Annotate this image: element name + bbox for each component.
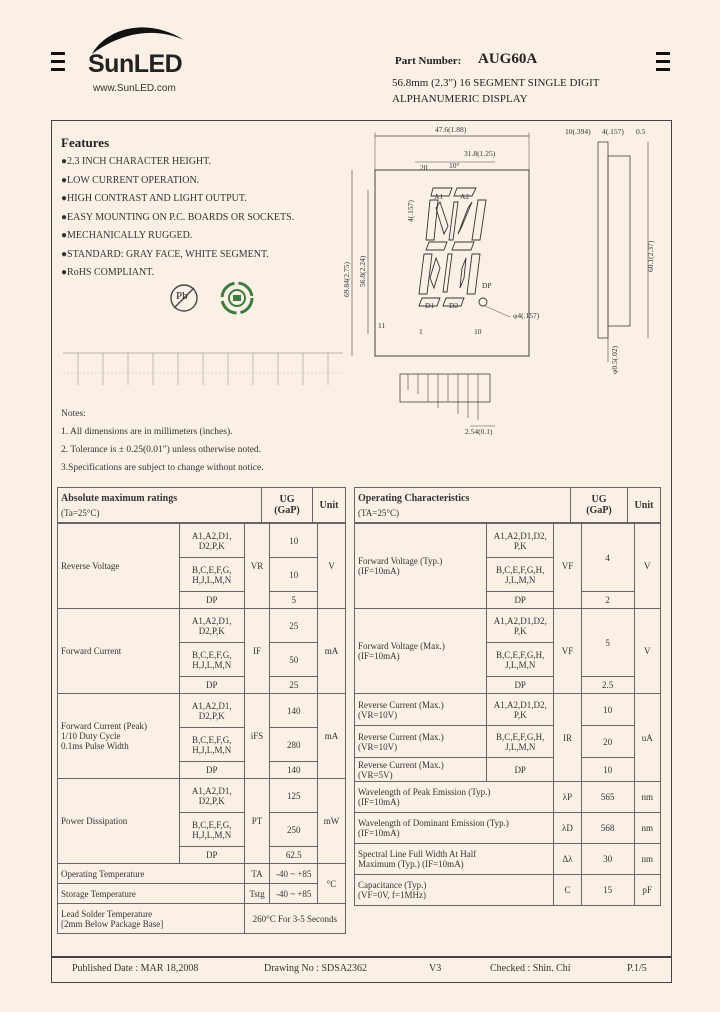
abs-segment: DP bbox=[179, 762, 244, 779]
abs-value: 125 bbox=[270, 779, 317, 813]
op-param: Forward Voltage (Typ.) (IF=10mA) bbox=[355, 524, 487, 609]
op-symbol: λP bbox=[554, 782, 581, 813]
absolute-ratings-table bbox=[57, 487, 346, 523]
dim-side-top: 10(.394) bbox=[565, 127, 591, 136]
notes-section bbox=[61, 405, 264, 477]
op-value: 10 bbox=[581, 694, 634, 726]
abs-value: 140 bbox=[270, 694, 317, 728]
description-line2: ALPHANUMERIC DISPLAY bbox=[392, 93, 528, 105]
dim-side-h: 60.1(2.37) bbox=[646, 240, 655, 272]
feature-item: ●LOW CURRENT OPERATION. bbox=[61, 174, 200, 186]
features-list bbox=[61, 153, 294, 283]
operating-table bbox=[354, 487, 661, 523]
op-col-ug-label: UG bbox=[591, 494, 607, 505]
op-cond: (TA=25°C) bbox=[358, 507, 399, 518]
drawing-number: Drawing No : SDSA2362 bbox=[264, 963, 368, 974]
op-col-gap-label: (GaP) bbox=[586, 505, 612, 516]
st-temp-label: Storage Temperature bbox=[58, 884, 245, 904]
abs-body bbox=[57, 523, 346, 934]
description-line1: 56.8mm (2.3") 16 SEGMENT SINGLE DIGIT bbox=[392, 77, 600, 89]
op-value: 2 bbox=[581, 592, 634, 609]
st-temp-val: -40 ~ +85 bbox=[270, 884, 317, 904]
op-value: 4 bbox=[581, 524, 634, 592]
abs-header-cell bbox=[58, 488, 262, 523]
op-value: 30 bbox=[581, 844, 634, 875]
seg-d1-label: D1 bbox=[425, 301, 435, 310]
dim-10deg-label: 10° bbox=[449, 161, 460, 170]
version: V3 bbox=[429, 963, 442, 974]
solder-line1: Lead Solder Temperature bbox=[61, 908, 153, 919]
op-symbol: VF bbox=[554, 524, 581, 609]
feature-item: ●STANDARD: GRAY FACE, WHITE SEGMENT. bbox=[61, 248, 269, 260]
op-temp-val: -40 ~ +85 bbox=[270, 864, 317, 884]
op-unit: V bbox=[634, 524, 660, 609]
abs-value: 25 bbox=[270, 609, 317, 643]
op-unit: nm bbox=[634, 844, 660, 875]
abs-segment: A1,A2,D1, D2,P,K bbox=[179, 694, 244, 728]
dim-20-label: 20 bbox=[420, 163, 428, 172]
seg-dp-label: DP bbox=[482, 281, 492, 290]
op-value: 10 bbox=[581, 758, 634, 782]
op-col-ug bbox=[571, 488, 628, 523]
solder-label bbox=[58, 904, 245, 934]
website-link[interactable]: www.SunLED.com bbox=[93, 83, 176, 94]
features-title: Features bbox=[61, 135, 110, 150]
op-value: 5 bbox=[581, 609, 634, 677]
op-value: 20 bbox=[581, 726, 634, 758]
pin-1-label: 1 bbox=[419, 327, 423, 336]
abs-param: Power Dissipation bbox=[58, 779, 180, 864]
abs-segment: B,C,E,F,G, H,J,L,M,N bbox=[179, 643, 244, 677]
abs-col-gap-label: (GaP) bbox=[274, 505, 300, 516]
abs-title: Absolute maximum ratings bbox=[61, 492, 178, 504]
notes-title: Notes: bbox=[61, 409, 86, 419]
op-unit: nm bbox=[634, 813, 660, 844]
op-segment: B,C,E,F,G,H, J,L,M,N bbox=[487, 726, 554, 758]
op-symbol: VF bbox=[554, 609, 581, 694]
feature-item: ●MECHANICALLY RUGGED. bbox=[61, 230, 193, 241]
dim-side-4: 4(.157) bbox=[602, 127, 624, 136]
internal-circuit-diagram bbox=[58, 345, 348, 400]
op-value: 2.5 bbox=[581, 677, 634, 694]
note-item: 3.Specifications are subject to change without notice. bbox=[61, 463, 264, 473]
op-value: 15 bbox=[581, 875, 634, 906]
abs-segment: DP bbox=[179, 677, 244, 694]
pin-10-label: 10 bbox=[474, 327, 482, 336]
dim-side-05: 0.5 bbox=[636, 127, 646, 136]
op-param: Wavelength of Peak Emission (Typ.) (IF=10mA) bbox=[355, 782, 554, 813]
temp-unit: °C bbox=[317, 864, 345, 904]
abs-value: 25 bbox=[270, 677, 317, 694]
dim-top-label: 47.6(1.88) bbox=[435, 125, 467, 134]
op-segment: DP bbox=[487, 592, 554, 609]
abs-value: 10 bbox=[270, 524, 317, 558]
op-param: Capacitance (Typ.) (VF=0V, f=1MHz) bbox=[355, 875, 554, 906]
dim-pitch: 2.54(0.1) bbox=[465, 427, 493, 436]
abs-data-table bbox=[57, 523, 346, 934]
feature-item: ●2.3 INCH CHARACTER HEIGHT. bbox=[61, 156, 212, 167]
op-header-cell bbox=[355, 488, 571, 523]
abs-segment: DP bbox=[179, 592, 244, 609]
op-col-unit: Unit bbox=[628, 488, 661, 523]
op-unit: uA bbox=[634, 694, 660, 782]
abs-unit: V bbox=[317, 524, 345, 609]
dim-pin-len: φ0.5(.02) bbox=[610, 345, 619, 374]
dimension-drawing bbox=[330, 122, 665, 442]
abs-segment: B,C,E,F,G, H,J,L,M,N bbox=[179, 558, 244, 592]
page-number: P.1/5 bbox=[627, 963, 647, 974]
op-segment: A1,A2,D1,D2, P,K bbox=[487, 609, 554, 643]
feature-item: ●HIGH CONTRAST AND LIGHT OUTPUT. bbox=[61, 193, 247, 204]
abs-segment: A1,A2,D1, D2,P,K bbox=[179, 779, 244, 813]
dim-left-inner: 56.8(2.24) bbox=[358, 255, 367, 287]
abs-segment: A1,A2,D1, D2,P,K bbox=[179, 524, 244, 558]
abs-col-unit: Unit bbox=[313, 488, 346, 523]
abs-cond: (Ta=25°C) bbox=[61, 507, 100, 518]
abs-symbol: iFS bbox=[244, 694, 270, 779]
op-segment: A1,A2,D1,D2, P,K bbox=[487, 524, 554, 558]
dim-31-label: 31.8(1.25) bbox=[464, 149, 496, 158]
op-symbol: λD bbox=[554, 813, 581, 844]
abs-value: 5 bbox=[270, 592, 317, 609]
op-segment: DP bbox=[487, 677, 554, 694]
op-param: Reverse Current (Max.) (VR=5V) bbox=[355, 758, 487, 782]
part-number-label: Part Number: bbox=[395, 55, 462, 67]
abs-segment: DP bbox=[179, 847, 244, 864]
op-segment: DP bbox=[487, 758, 554, 782]
dim-4-label: 4(.157) bbox=[406, 200, 415, 222]
feature-item: ●EASY MOUNTING ON P.C. BOARDS OR SOCKETS. bbox=[61, 211, 295, 223]
abs-symbol: PT bbox=[244, 779, 270, 864]
op-param: Forward Voltage (Max.) (IF=10mA) bbox=[355, 609, 487, 694]
part-number: AUG60A bbox=[478, 51, 538, 67]
pin-11-label: 11 bbox=[378, 321, 386, 330]
pb-label: Pb bbox=[176, 290, 188, 302]
dim-left-outer: 69.84(2.75) bbox=[342, 262, 351, 297]
op-title: Operating Characteristics bbox=[358, 492, 470, 504]
abs-value: 250 bbox=[270, 813, 317, 847]
abs-unit: mW bbox=[317, 779, 345, 864]
abs-unit: mA bbox=[317, 694, 345, 779]
abs-symbol: VR bbox=[244, 524, 270, 609]
abs-unit: mA bbox=[317, 609, 345, 694]
op-symbol: IR bbox=[554, 694, 581, 782]
checked-by: Checked : Shin. Chi bbox=[490, 963, 571, 974]
abs-value: 50 bbox=[270, 643, 317, 677]
note-item: 2. Tolerance is ± 0.25(0.01") unless otherwise noted. bbox=[61, 445, 262, 455]
op-symbol: C bbox=[554, 875, 581, 906]
seg-a1-label: A1 bbox=[434, 192, 444, 201]
abs-col-ug bbox=[262, 488, 313, 523]
seg-d2-label: D2 bbox=[449, 301, 459, 310]
note-item: 1. All dimensions are in millimeters (inches). bbox=[61, 427, 233, 437]
abs-value: 10 bbox=[270, 558, 317, 592]
abs-symbol: IF bbox=[244, 609, 270, 694]
seg-a2-label: A2 bbox=[460, 192, 470, 201]
op-temp-label: Operating Temperature bbox=[58, 864, 245, 884]
dim-dp-label: φ4(.157) bbox=[513, 311, 540, 320]
abs-segment: B,C,E,F,G, H,J,L,M,N bbox=[179, 813, 244, 847]
op-value: 565 bbox=[581, 782, 634, 813]
op-param: Wavelength of Dominant Emission (Typ.) (IF=10mA) bbox=[355, 813, 554, 844]
abs-value: 140 bbox=[270, 762, 317, 779]
rohs-recycle-icon bbox=[219, 280, 255, 316]
abs-col-ug-label: UG bbox=[279, 494, 295, 505]
abs-param: Reverse Voltage bbox=[58, 524, 180, 609]
op-unit: V bbox=[634, 609, 660, 694]
solder-value: 260°C For 3-5 Seconds bbox=[244, 904, 345, 934]
op-segment: B,C,E,F,G,H, J,L,M,N bbox=[487, 643, 554, 677]
st-temp-sym: Tstg bbox=[244, 884, 270, 904]
op-body bbox=[354, 523, 661, 906]
op-temp-sym: TA bbox=[244, 864, 270, 884]
brand-logo: SunLED bbox=[88, 50, 183, 78]
op-unit: nm bbox=[634, 782, 660, 813]
op-param: Reverse Current (Max.) (VR=10V) bbox=[355, 726, 487, 758]
op-value: 568 bbox=[581, 813, 634, 844]
abs-value: 280 bbox=[270, 728, 317, 762]
abs-param: Forward Current bbox=[58, 609, 180, 694]
op-param: Reverse Current (Max.) (VR=10V) bbox=[355, 694, 487, 726]
abs-segment: B,C,E,F,G, H,J,L,M,N bbox=[179, 728, 244, 762]
abs-segment: A1,A2,D1, D2,P,K bbox=[179, 609, 244, 643]
abs-value: 62.5 bbox=[270, 847, 317, 864]
op-symbol: Δλ bbox=[554, 844, 581, 875]
feature-item: ●RoHS COMPLIANT. bbox=[61, 267, 155, 278]
abs-param: Forward Current (Peak) 1/10 Duty Cycle 0.1ms Pulse Width bbox=[58, 694, 180, 779]
solder-line2: [2mm Below Package Base] bbox=[61, 918, 164, 929]
op-param: Spectral Line Full Width At Half Maximum (Typ.) (IF=10mA) bbox=[355, 844, 554, 875]
right-bars-icon bbox=[656, 52, 670, 76]
op-data-table bbox=[354, 523, 661, 906]
op-unit: pF bbox=[634, 875, 660, 906]
op-segment: A1,A2,D1,D2, P,K bbox=[487, 694, 554, 726]
op-segment: B,C,E,F,G,H, J,L,M,N bbox=[487, 558, 554, 592]
left-bars-icon bbox=[51, 52, 65, 76]
published-date: Published Date : MAR 18,2008 bbox=[72, 963, 199, 974]
